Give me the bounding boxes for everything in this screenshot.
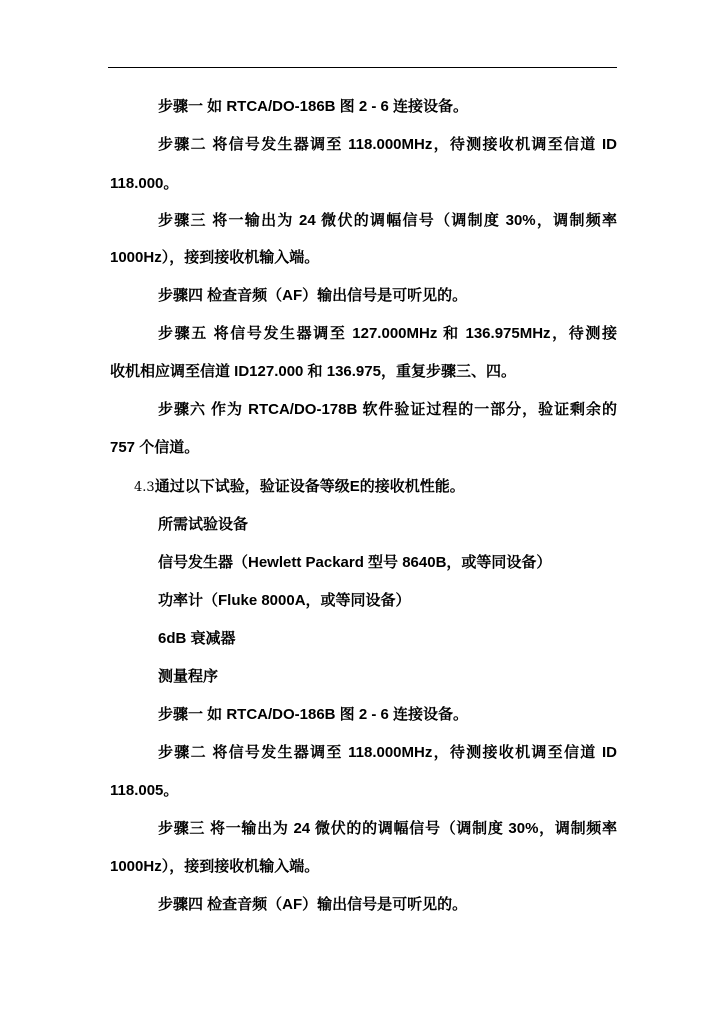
equipment-power-meter: 功率计（Fluke 8000A，或等同设备） <box>158 592 411 609</box>
header-rule <box>108 67 617 68</box>
step-5-cont: 收机相应调至信道 ID127.000 和 136.975，重复步骤三、四。 <box>110 363 516 380</box>
step-1: 步骤一 如 RTCA/DO-186B 图 2 - 6 连接设备。 <box>158 98 469 115</box>
step-4: 步骤四 检查音频（AF）输出信号是可听见的。 <box>158 287 468 304</box>
section-heading <box>134 477 641 498</box>
equipment-heading: 所需试验设备 <box>158 516 249 533</box>
section-title: 通过以下试验，验证设备等级E的接收机性能。 <box>154 478 465 495</box>
step-2: 步骤二 将信号发生器调至 118.000MHz，待测接收机调至信道 ID <box>158 136 617 153</box>
step-3: 步骤三 将一输出为 24 微伏的调幅信号（调制度 30%，调制频率 <box>158 212 617 229</box>
step-3-cont: 1000Hz），接到接收机输入端。 <box>110 249 320 266</box>
equipment-signal-generator: 信号发生器（Hewlett Packard 型号 8640B，或等同设备） <box>158 554 552 571</box>
equipment-attenuator: 6dB 衰减器 <box>158 630 236 647</box>
step-6: 步骤六 作为 RTCA/DO-178B 软件验证过程的一部分，验证剩余的 <box>158 401 617 418</box>
step-5: 步骤五 将信号发生器调至 127.000MHz 和 136.975MHz，待测接 <box>158 325 617 342</box>
step-6-cont: 757 个信道。 <box>110 439 200 456</box>
e-step-1: 步骤一 如 RTCA/DO-186B 图 2 - 6 连接设备。 <box>158 706 469 723</box>
e-step-3-cont: 1000Hz），接到接收机输入端。 <box>110 858 320 875</box>
procedure-heading: 测量程序 <box>158 668 219 685</box>
e-step-2-cont: 118.005。 <box>110 782 179 799</box>
e-step-2: 步骤二 将信号发生器调至 118.000MHz，待测接收机调至信道 ID <box>158 744 617 761</box>
e-step-3: 步骤三 将一输出为 24 微伏的的调幅信号（调制度 30%，调制频率 <box>158 820 617 837</box>
step-2-cont: 118.000。 <box>110 175 179 192</box>
e-step-4: 步骤四 检查音频（AF）输出信号是可听见的。 <box>158 896 468 913</box>
section-number: 4.3 <box>134 480 155 495</box>
